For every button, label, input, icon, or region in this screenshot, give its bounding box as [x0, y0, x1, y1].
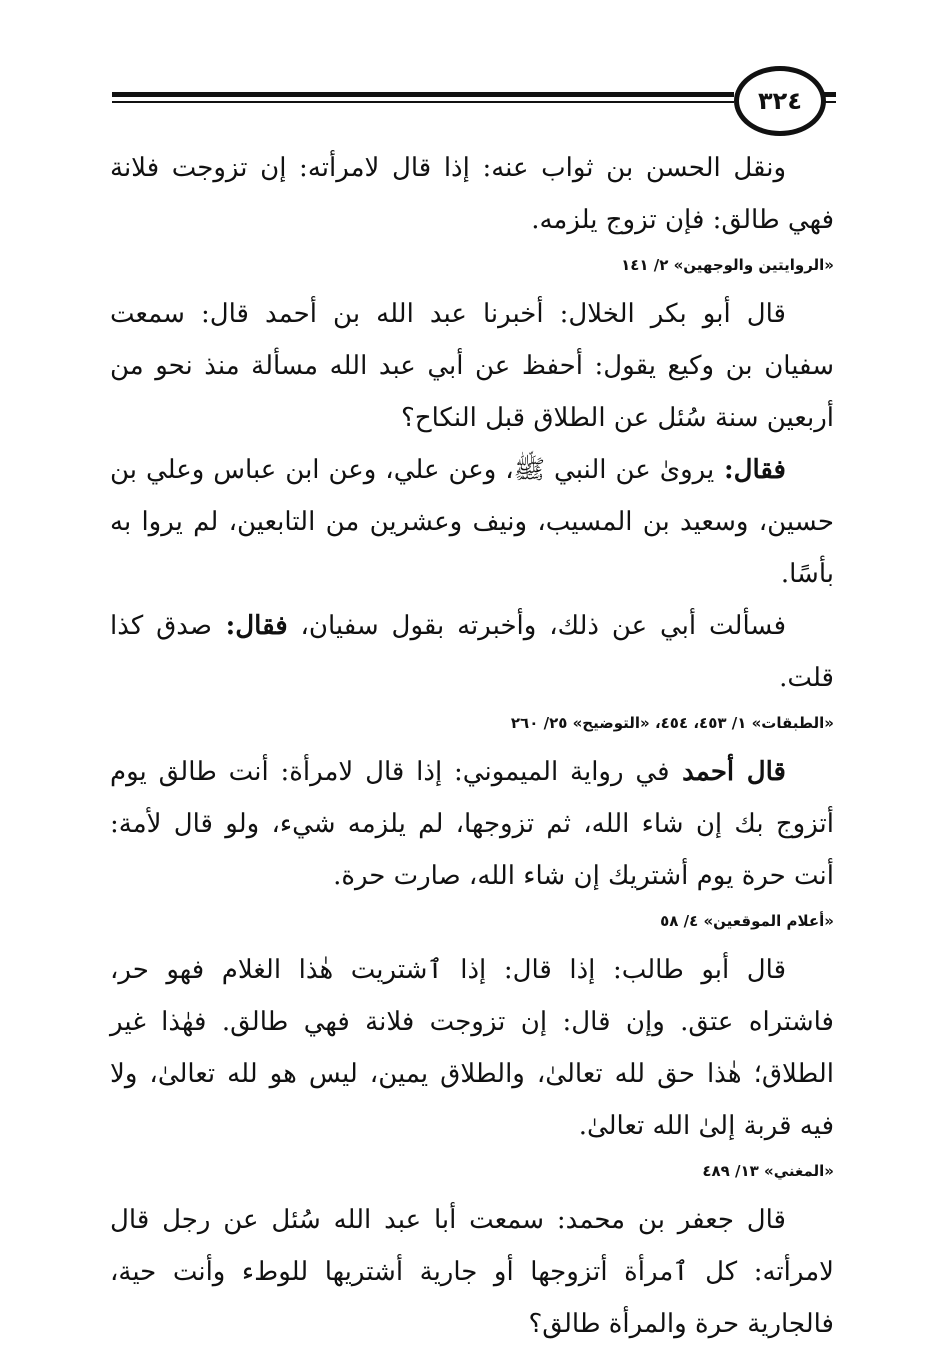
paragraph-text: فسألت أبي عن ذلك، وأخبرته بقول سفيان،: [287, 611, 786, 641]
paragraph-text: صدق كذا قلت.: [110, 611, 834, 693]
page-number: ٣٢٤: [734, 66, 826, 136]
bold-lead: قال أحمد: [669, 757, 786, 787]
paragraph: [110, 444, 834, 600]
paragraph-text: قال أبو طالب: إذا قال: إذا ٱشتريت هٰذا الغلام فهو حر، فاشتراه عتق. وإن قال: إن تزوجت فلانة فهي طالق. فهٰذا غير الطلاق؛ هٰذا حق لله تعالىٰ، والطلاق يمين، ليس هو لله تعالىٰ، ولا فيه قربة إلىٰ الله تعالىٰ.: [110, 955, 834, 1141]
citation: «المغني» ١٣/ ٤٨٩: [702, 1162, 834, 1180]
paragraph-text: قال جعفر بن محمد: سمعت أبا عبد الله سُئل عن رجل قال لامرأته: كل ٱمرأة أتزوجها أو جارية أشتريها للوطء وأنت حية، فالجارية حرة والمرأة طالق؟: [110, 1205, 834, 1339]
bold-lead: فقال:: [714, 455, 786, 485]
paragraph: [110, 746, 834, 902]
citation: «أعلام الموقعين» ٤/ ٥٨: [660, 912, 834, 930]
paragraph: [110, 944, 834, 1152]
bold-lead: فقال:: [212, 611, 288, 641]
paragraph: [110, 1194, 834, 1350]
paragraph-text: ونقل الحسن بن ثواب عنه: إذا قال لامرأته: إن تزوجت فلانة فهي طالق: فإن تزوج يلزمه.: [110, 153, 834, 235]
paragraph-text: قال أبو بكر الخلال: أخبرنا عبد الله بن أحمد قال: سمعت سفيان بن وكيع يقول: أحفظ عن أبي عبد الله مسألة منذ نحو من أربعين سنة سُئل عن الطلاق قبل النكاح؟: [110, 299, 834, 433]
paragraph: [110, 288, 834, 444]
paragraph-text: في رواية الميموني: إذا قال لامرأة: أنت طالق يوم أتزوج بك إن شاء الله، ثم تزوجها، لم يلزمه شيء، ولو قال لأمة: أنت حرة يوم أشتريك إن شاء الله، صارت حرة.: [110, 757, 834, 891]
paragraph: [110, 142, 834, 246]
paragraph: [110, 600, 834, 704]
page-body: [110, 142, 834, 1350]
header-rule-thin: [112, 101, 734, 103]
citation: «الطبقات» ١/ ٤٥٣، ٤٥٤، «التوضيح» ٢٥/ ٢٦٠: [510, 714, 834, 732]
citation: «الروايتين والوجهين» ٢/ ١٤١: [621, 256, 834, 274]
header-rule: [112, 92, 734, 97]
paragraph-text: يروىٰ عن النبي ﷺ، وعن علي، وعن ابن عباس وعلي بن حسين، وسعيد بن المسيب، ونيف وعشرين من التابعين، لم يروا به بأسًا.: [110, 455, 834, 589]
